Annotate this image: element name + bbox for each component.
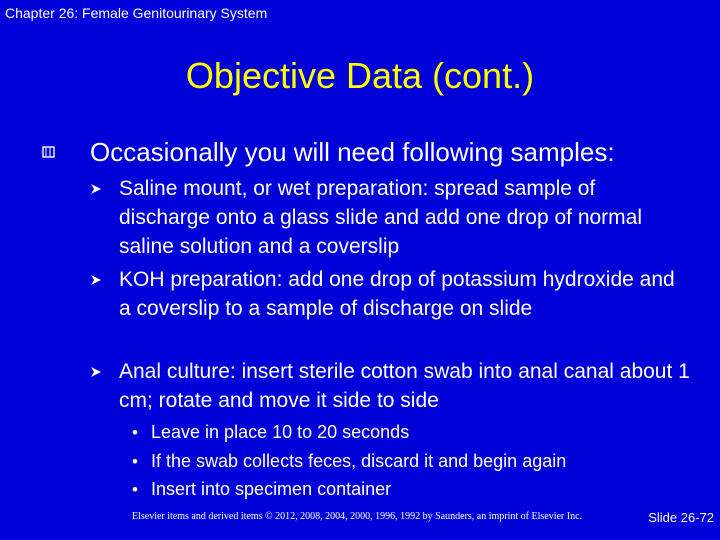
sub-sub-bullet xyxy=(132,418,652,447)
sub-bullet-text: Anal culture: insert sterile cotton swab into anal canal about 1 cm; rotate and move it side to side xyxy=(119,360,690,412)
sub-bullet-koh-preparation xyxy=(90,265,690,323)
arrowhead-bullet-icon xyxy=(90,265,119,294)
chapter-header: Chapter 26: Female Genitourinary System xyxy=(5,5,268,21)
slide-number: Slide 26-72 xyxy=(648,510,714,525)
slide-title: Objective Data (cont.) xyxy=(185,55,535,96)
sub-bullet-anal-culture xyxy=(90,357,690,415)
sub-sub-bullet xyxy=(132,475,652,504)
hollow-square-bullet-icon xyxy=(40,136,90,168)
sub-sub-bullet-text: If the swab collects feces, discard it and begin again xyxy=(151,451,567,471)
sub-bullet-text: Saline mount, or wet preparation: spread sample of discharge onto a glass slide and add one drop of normal saline solution and a coverslip xyxy=(119,177,643,258)
sub-bullet-text: KOH preparation: add one drop of potassium hydroxide and a coverslip to a sample of discharge on slide xyxy=(119,268,675,320)
sub-bullet-saline-mount xyxy=(90,174,690,261)
copyright-notice: Elsevier items and derived items © 2012, 2008, 2004, 2000, 1996, 1992 by Saunders, an imprint of Elsevier Inc. xyxy=(132,511,583,522)
sub-sub-bullet xyxy=(132,447,652,476)
sub-sub-bullet-text: Leave in place 10 to 20 seconds xyxy=(151,422,410,442)
sub-sub-bullet-text: Insert into specimen container xyxy=(151,479,392,499)
dot-bullet-icon: • xyxy=(132,452,138,471)
dot-bullet-icon: • xyxy=(132,423,138,442)
dot-bullet-icon: • xyxy=(132,480,138,499)
main-bullet xyxy=(40,136,710,168)
main-bullet-text: Occasionally you will need following samples: xyxy=(90,137,615,167)
arrowhead-bullet-icon xyxy=(90,357,119,386)
arrowhead-bullet-icon xyxy=(90,174,119,203)
